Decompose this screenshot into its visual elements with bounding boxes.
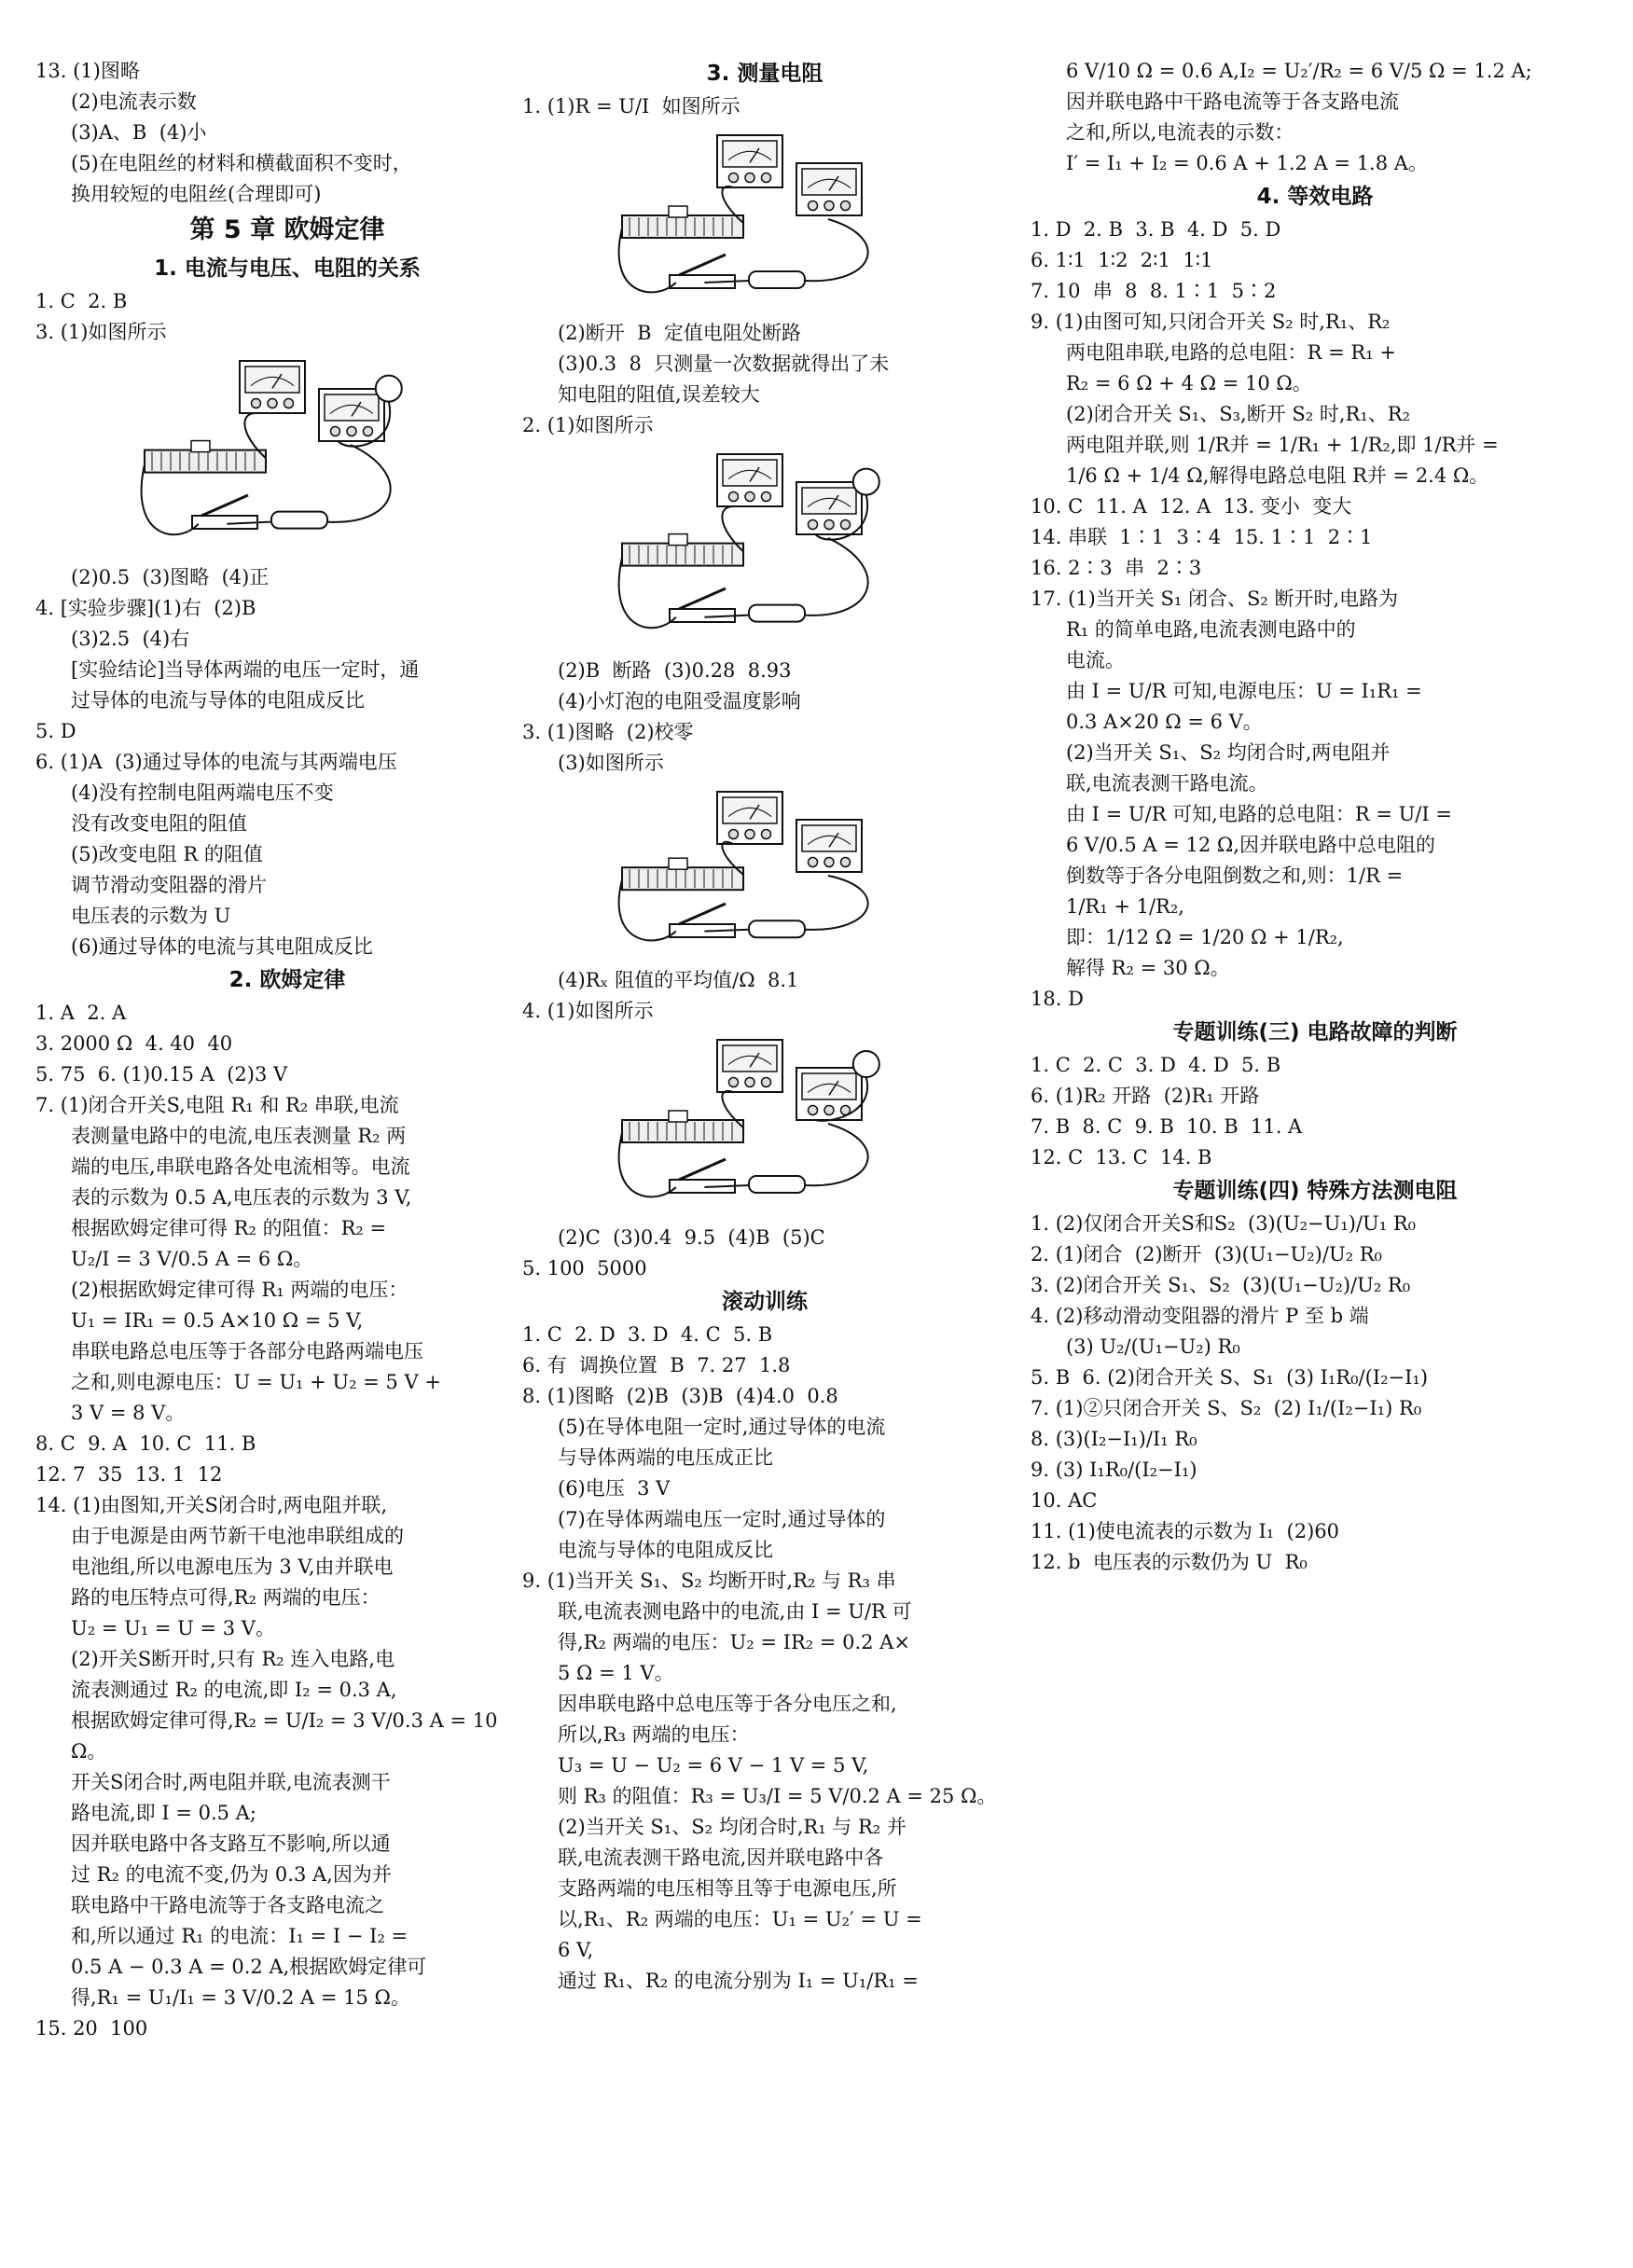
answer-line: 表测量电路中的电流,电压表测量 R₂ 两 [71, 1125, 407, 1147]
answer-column-3 [1031, 56, 1599, 1578]
answer-line: 两电阻并联,则 1/R并 = 1/R₁ + 1/R₂,即 1/R并 = [1066, 434, 1499, 456]
answer-line: 以,R₁、R₂ 两端的电压：U₁ = U₂′ = U = [558, 1908, 922, 1930]
answer-line: 因并联电路中各支路互不影响,所以通 [71, 1832, 391, 1855]
answer-line: (3)A、B (4)小 [71, 121, 207, 144]
answer-line: 16. 2∶3 串 2∶3 [1031, 557, 1202, 579]
answer-line: 和,所以通过 R₁ 的电流：I₁ = I − I₂ = [71, 1925, 408, 1947]
answer-line: 9. (1)当开关 S₁、S₂ 均断开时,R₂ 与 R₃ 串 [522, 1570, 896, 1592]
answer-line: 3. (1)图略 (2)校零 [522, 721, 694, 743]
answer-line: (2)开关S断开时,只有 R₂ 连入电路,电 [71, 1648, 395, 1670]
answer-line: 由 I = U/R 可知,电源电压：U = I₁R₁ = [1066, 680, 1422, 702]
answer-line: 7. (1)②只闭合开关 S、S₂ (2) I₁/(I₂−I₁) R₀ [1031, 1397, 1422, 1419]
answer-line: 15. 20 100 [35, 2017, 148, 2040]
answer-line: 因并联电路中干路电流等于各支路电流 [1066, 90, 1399, 113]
answer-line: 17. (1)当开关 S₁ 闭合、S₂ 断开时,电路为 [1031, 588, 1399, 610]
answer-line: 6 V, [558, 1939, 594, 1961]
answer-column-1 [35, 56, 539, 2044]
answer-line: 12. C 13. C 14. B [1031, 1146, 1212, 1169]
answer-line: 联,电流表测干路电流。 [1066, 772, 1268, 795]
answer-line: 联,电流表测干路电流,因并联电路中各 [558, 1846, 884, 1869]
answer-line: 0.3 A×20 Ω = 6 V。 [1066, 711, 1263, 733]
answer-line: R₁ 的简单电路,电流表测电路中的 [1066, 618, 1356, 641]
answer-line: 7. B 8. C 9. B 10. B 11. A [1031, 1115, 1303, 1138]
answer-line: 解得 R₂ = 30 Ω。 [1066, 957, 1230, 979]
section-heading: 专题训练(四) 特殊方法测电阻 [1172, 1179, 1458, 1203]
answer-line: 表的示数为 0.5 A,电压表的示数为 3 V, [71, 1186, 412, 1209]
answer-line: 倒数等于各分电阻倒数之和,则：1/R = [1066, 864, 1404, 887]
answer-line: 4. [实验步骤](1)右 (2)B [35, 597, 256, 619]
answer-line: 1. C 2. C 3. D 4. D 5. B [1031, 1054, 1281, 1076]
answer-line: 知电阻的阻值,误差较大 [558, 383, 760, 406]
answer-line: 2. (1)如图所示 [522, 414, 654, 436]
answer-line: 5. 100 5000 [522, 1257, 647, 1279]
answer-line: [实验结论]当导体两端的电压一定时，通 [71, 658, 420, 681]
circuit-diagram [606, 782, 923, 960]
answer-line: (3)0.3 8 只测量一次数据就得出了未 [558, 353, 890, 375]
answer-line: 两电阻串联,电路的总电阻：R = R₁ + [1066, 341, 1396, 364]
answer-line: 5. D [35, 720, 76, 742]
answer-line: 则 R₃ 的阻值：R₃ = U₃/I = 5 V/0.2 A = 25 Ω。 [558, 1785, 997, 1807]
answer-line: 7. (1)闭合开关S,电阻 R₁ 和 R₂ 串联,电流 [35, 1094, 399, 1116]
circuit-figure-5 [522, 1030, 1007, 1217]
answer-line: 与导体两端的电压成正比 [558, 1446, 773, 1469]
answer-line: (3)如图所示 [558, 752, 664, 774]
answer-line: I′ = I₁ + I₂ = 0.6 A + 1.2 A = 1.8 A。 [1066, 152, 1428, 174]
answer-line: (2)0.5 (3)图略 (4)正 [71, 566, 270, 588]
answer-line: 3 V = 8 V。 [71, 1402, 186, 1424]
answer-line: (3) U₂/(U₁−U₂) R₀ [1066, 1335, 1240, 1358]
answer-line: 8. (3)(I₂−I₁)/I₁ R₀ [1031, 1428, 1197, 1450]
section-heading: 专题训练(三) 电路故障的判断 [1172, 1020, 1458, 1044]
answer-line: 8. (1)图略 (2)B (3)B (4)4.0 0.8 [522, 1385, 838, 1407]
answer-line: 支路两端的电压相等且等于电源电压,所 [558, 1877, 897, 1900]
answer-line: (2)闭合开关 S₁、S₃,断开 S₂ 时,R₁、R₂ [1066, 403, 1410, 425]
answer-line: 根据欧姆定律可得,R₂ = U/I₂ = 3 V/0.3 A = 10 Ω。 [71, 1709, 505, 1763]
answer-line: 之和,则电源电压：U = U₁ + U₂ = 5 V + [71, 1371, 441, 1393]
answer-line: 所以,R₃ 两端的电压： [558, 1723, 750, 1746]
circuit-diagram [606, 126, 923, 312]
answer-line: 7. 10 串 8 8. 1∶1 5∶2 [1031, 280, 1277, 302]
answer-line: (4)Rₓ 阻值的平均值/Ω 8.1 [558, 969, 799, 991]
answer-line: 电流。 [1066, 649, 1125, 671]
circuit-diagram [606, 445, 923, 650]
section-heading: 滚动训练 [722, 1290, 808, 1314]
answer-line: 端的电压,串联电路各处电流相等。电流 [71, 1155, 410, 1178]
answer-line: (4)没有控制电阻两端电压不变 [71, 781, 334, 804]
answer-line: (4)小灯泡的电阻受温度影响 [558, 690, 801, 712]
answer-line: 6. 1∶1 1∶2 2∶1 1∶1 [1031, 249, 1213, 271]
section-heading: 2. 欧姆定律 [228, 968, 346, 992]
answer-line: 联电路中干路电流等于各支路电流之 [71, 1894, 384, 1916]
answer-line: 1. D 2. B 3. B 4. D 5. D [1031, 218, 1281, 241]
answer-line: 1. C 2. B [35, 290, 128, 312]
answer-line: 5. 75 6. (1)0.15 A (2)3 V [35, 1063, 288, 1086]
circuit-figure-1 [35, 352, 539, 557]
answer-column-2 [522, 56, 1007, 1997]
answer-line: 电压表的示数为 U [71, 905, 231, 927]
answer-line: 路的电压特点可得,R₂ 两端的电压： [71, 1586, 381, 1609]
answer-line: (2)B 断路 (3)0.28 8.93 [558, 659, 792, 682]
answer-line: 根据欧姆定律可得 R₂ 的阻值：R₂ = [71, 1217, 387, 1239]
answer-line: (2)C (3)0.4 9.5 (4)B (5)C [558, 1226, 825, 1249]
answer-line: U₁ = IR₁ = 0.5 A×10 Ω = 5 V, [71, 1309, 364, 1332]
answer-line: 10. AC [1031, 1489, 1098, 1512]
answer-line: 18. D [1031, 988, 1084, 1010]
answer-line: 2. (1)闭合 (2)断开 (3)(U₁−U₂)/U₂ R₀ [1031, 1243, 1382, 1265]
answer-line: 通过 R₁、R₂ 的电流分别为 I₁ = U₁/R₁ = [558, 1970, 919, 1992]
answer-line: R₂ = 6 Ω + 4 Ω = 10 Ω。 [1066, 372, 1312, 394]
circuit-figure-4 [522, 782, 1007, 960]
answer-line: 1. C 2. D 3. D 4. C 5. B [522, 1323, 773, 1346]
answer-line: 得,R₁ = U₁/I₁ = 3 V/0.2 A = 15 Ω。 [71, 1986, 410, 2009]
answer-line: 5. B 6. (2)闭合开关 S、S₁ (3) I₁R₀/(I₂−I₁) [1031, 1366, 1429, 1389]
answer-line: (2)根据欧姆定律可得 R₁ 两端的电压： [71, 1279, 408, 1301]
answer-line: 9. (3) I₁R₀/(I₂−I₁) [1031, 1459, 1197, 1481]
answer-line: 即：1/12 Ω = 1/20 Ω + 1/R₂, [1066, 926, 1344, 948]
answer-line: 由于电源是由两节新干电池串联组成的 [71, 1525, 404, 1547]
answer-line: (5)改变电阻 R 的阻值 [71, 843, 263, 865]
answer-line: 3. (2)闭合开关 S₁、S₂ (3)(U₁−U₂)/U₂ R₀ [1031, 1274, 1411, 1296]
answer-line: 开关S闭合时,两电阻并联,电流表测干 [71, 1771, 391, 1793]
answer-line: 4. (1)如图所示 [522, 1000, 654, 1022]
answer-line: 换用较短的电阻丝(合理即可) [71, 183, 322, 205]
answer-line: 流表测通过 R₂ 的电流,即 I₂ = 0.3 A, [71, 1679, 397, 1701]
answer-line: 调节滑动变阻器的滑片 [71, 874, 267, 896]
answer-line: 12. 7 35 13. 1 12 [35, 1463, 223, 1486]
circuit-figure-3 [522, 445, 1007, 650]
chapter-heading: 第 5 章 欧姆定律 [189, 215, 385, 244]
answer-line: 之和,所以,电流表的示数： [1066, 121, 1294, 144]
answer-line: (2)当开关 S₁、S₂ 均闭合时,R₁ 与 R₂ 并 [558, 1816, 906, 1838]
answer-line: 1/R₁ + 1/R₂, [1066, 895, 1184, 918]
answer-line: U₂ = U₁ = U = 3 V。 [71, 1617, 275, 1639]
answer-line: (6)电压 3 V [558, 1477, 671, 1500]
answer-line: 3. 2000 Ω 4. 40 40 [35, 1032, 233, 1055]
answer-line: U₂/I = 3 V/0.5 A = 6 Ω。 [71, 1248, 313, 1270]
answer-line: 14. (1)由图知,开关S闭合时,两电阻并联, [35, 1494, 388, 1516]
section-heading: 1. 电流与电压、电阻的关系 [154, 256, 421, 281]
answer-line: (2)当开关 S₁、S₂ 均闭合时,两电阻并 [1066, 741, 1391, 764]
answer-line: (5)在导体电阻一定时,通过导体的电流 [558, 1416, 886, 1438]
answer-line: (2)断开 B 定值电阻处断路 [558, 322, 801, 344]
answer-line: 3. (1)如图所示 [35, 321, 167, 343]
answer-line: 11. (1)使电流表的示数为 I₁ (2)60 [1031, 1520, 1340, 1542]
answer-line: (3)2.5 (4)右 [71, 628, 190, 650]
answer-line: 1. (2)仅闭合开关S和S₂ (3)(U₂−U₁)/U₁ R₀ [1031, 1212, 1417, 1235]
answer-line: 没有改变电阻的阻值 [71, 812, 247, 835]
section-heading: 4. 等效电路 [1256, 185, 1374, 209]
answer-line: 电流与导体的电阻成反比 [558, 1539, 773, 1561]
answer-line: (5)在电阻丝的材料和横截面积不变时， [71, 152, 412, 174]
answer-line: U₃ = U − U₂ = 6 V − 1 V = 5 V, [558, 1754, 869, 1777]
answer-line: 6. (1)A (3)通过导体的电流与其两端电压 [35, 751, 397, 773]
circuit-diagram [129, 352, 446, 557]
answer-line: 过 R₂ 的电流不变,仍为 0.3 A,因为并 [71, 1863, 392, 1886]
answer-line: 6. 有 调换位置 B 7. 27 1.8 [522, 1354, 791, 1376]
answer-line: 1/6 Ω + 1/4 Ω,解得电路总电阻 R并 = 2.4 Ω。 [1066, 464, 1489, 487]
answer-line: 6 V/10 Ω = 0.6 A,I₂ = U₂′/R₂ = 6 V/5 Ω = 1.2 A; [1066, 60, 1532, 82]
answer-line: 电池组,所以电源电压为 3 V,由并联电 [71, 1556, 394, 1578]
section-heading: 3. 测量电阻 [706, 62, 823, 86]
answer-line: 路电流,即 I = 0.5 A; [71, 1802, 256, 1824]
answer-line: 13. (1)图略 [35, 60, 140, 82]
answer-line: 4. (2)移动滑动变阻器的滑片 P 至 b 端 [1031, 1305, 1369, 1327]
answer-line: 过导体的电流与导体的电阻成反比 [71, 689, 365, 712]
answer-line: 9. (1)由图可知,只闭合开关 S₂ 时,R₁、R₂ [1031, 311, 1391, 333]
answer-line: 5 Ω = 1 V。 [558, 1662, 674, 1684]
answer-line: 0.5 A − 0.3 A = 0.2 A,根据欧姆定律可 [71, 1956, 427, 1978]
answer-line: 由 I = U/R 可知,电路的总电阻：R = U/I = [1066, 803, 1452, 825]
answer-line: 联,电流表测电路中的电流,由 I = U/R 可 [558, 1600, 912, 1623]
circuit-figure-2 [522, 126, 1007, 312]
answer-line: 1. (1)R = U/I 如图所示 [522, 95, 740, 118]
answer-line: (7)在导体两端电压一定时,通过导体的 [558, 1508, 886, 1530]
answer-line: 12. b 电压表的示数仍为 U R₀ [1031, 1551, 1308, 1573]
answer-line: 10. C 11. A 12. A 13. 变小 变大 [1031, 495, 1352, 518]
answer-line: 6. (1)R₂ 开路 (2)R₁ 开路 [1031, 1085, 1260, 1107]
answer-line: 得,R₂ 两端的电压：U₂ = IR₂ = 0.2 A× [558, 1631, 910, 1653]
circuit-diagram [606, 1030, 923, 1217]
answer-line: 串联电路总电压等于各部分电路两端电压 [71, 1340, 423, 1362]
answer-line: (2)电流表示数 [71, 90, 197, 113]
answer-line: 1. A 2. A [35, 1002, 127, 1024]
answer-line: 因串联电路中总电压等于各分电压之和, [558, 1693, 897, 1715]
answer-line: 8. C 9. A 10. C 11. B [35, 1432, 256, 1455]
answer-line: 6 V/0.5 A = 12 Ω,因并联电路中总电阻的 [1066, 834, 1435, 856]
answer-line: (6)通过导体的电流与其电阻成反比 [71, 935, 373, 958]
answer-line: 14. 串联 1∶1 3∶4 15. 1∶1 2∶1 [1031, 526, 1373, 548]
